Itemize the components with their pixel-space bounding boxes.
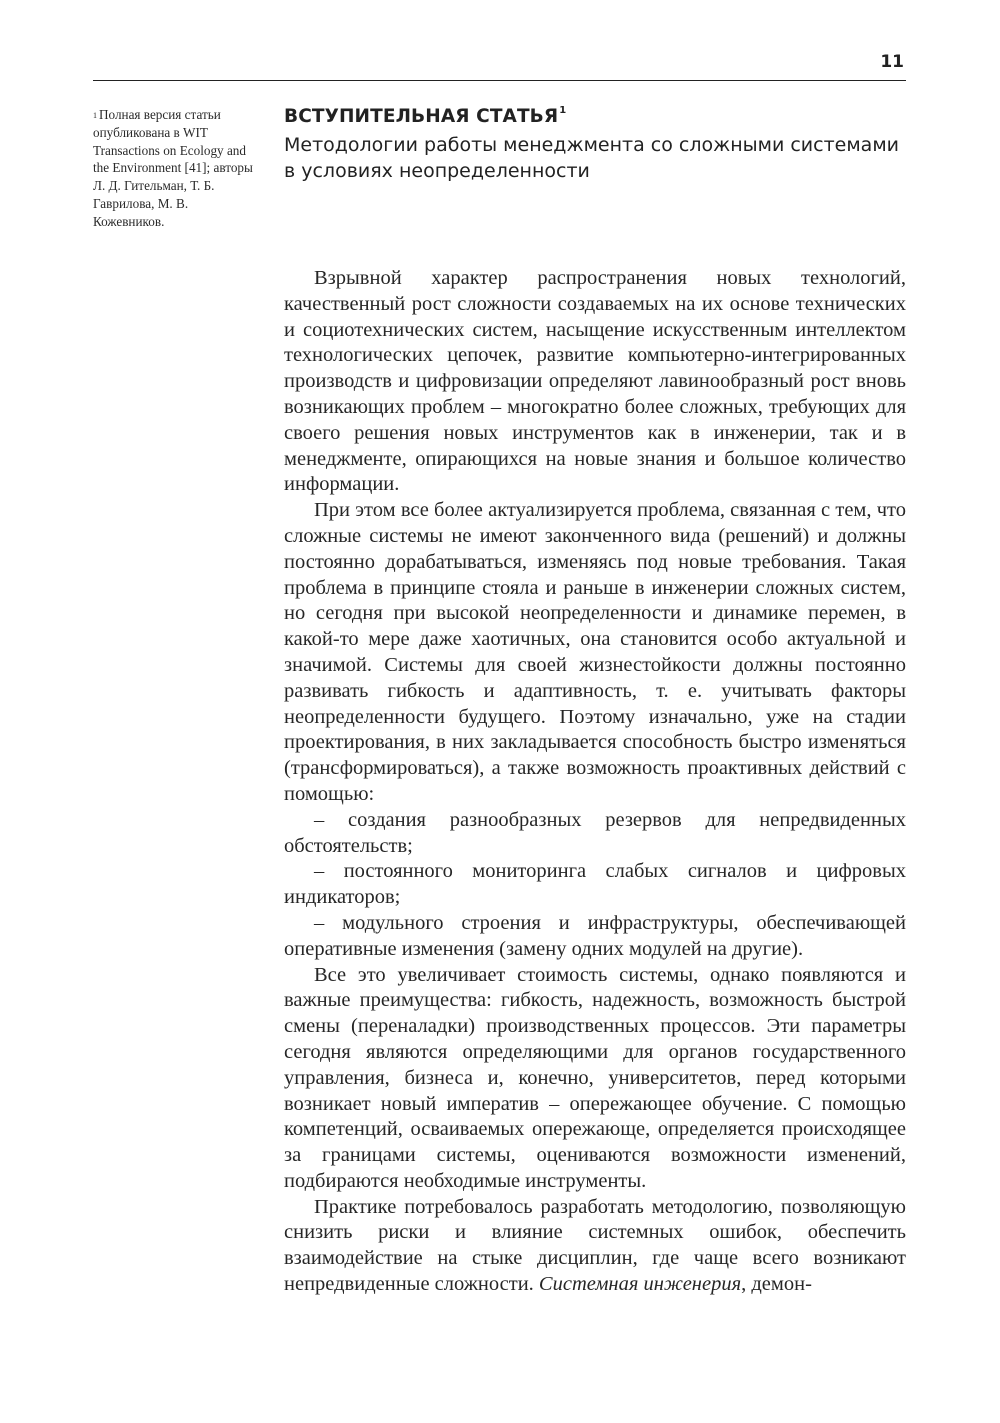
paragraph-4-term: Системная инженерия [538, 1273, 742, 1296]
article-title-line-1: Методологии работы менеджмента со сложными системами [284, 134, 900, 156]
article-title [284, 132, 924, 184]
paragraph-4-end: , демон- [741, 1273, 812, 1296]
article-title-line-2: в условиях неопределенности [284, 160, 590, 182]
paragraph-2: При этом все более актуализируется проблема, связанная с тем, что сложные системы не имеют законченного вида (решений) и должны постоянно дорабатываться, изменяясь под новые требования. Такая проблема в принципе стояла и раньше в инженерии сложных систем, но сегодня при высокой неопределенности и динамике перемен, в какой-то мере даже хаотичных, она становится особо актуальной и значимой. Системы для своей жизнестойкости должны постоянно развивать гибкость и адаптивность, т. е. учитывать факторы неопределенности будущего. Поэтому изначально, уже на стадии проектирования, в них закладывается способность быстро изменяться (трансформироваться), а также возможность проактивных действий с помощью: [284, 499, 906, 805]
kicker-footnote-marker: 1 [559, 105, 567, 116]
list-item-1: – создания разнообразных резервов для непредвиденных обстоятельств; [284, 808, 906, 857]
paragraph-4 [284, 1195, 906, 1298]
footnote-text: Полная версия статьи опубликована в WIT Transactions on Ecology and the Environment [41]; авторы Л. Д. Гительман, Т. Б. Гаврилова, М. В. Кожевников. [93, 107, 253, 229]
section-kicker-text: ВСТУПИТЕЛЬНАЯ СТАТЬЯ [284, 106, 559, 127]
article-heading [284, 106, 924, 184]
page-number: 11 [880, 52, 904, 72]
header-rule [93, 80, 906, 81]
list-item-2: – постоянного мониторинга слабых сигналов и цифровых индикаторов; [284, 860, 906, 909]
article-body [284, 266, 906, 1298]
list-item-3: – модульного строения и инфраструктуры, обеспечивающей оперативные изменения (замену одних модулей на другие). [284, 911, 906, 960]
footnote-marker: 1 [93, 111, 97, 120]
footnote-sidenote [93, 106, 258, 231]
paragraph-4-start: Практике потребовалось разработать методологию, позволяющую снизить риски и влияние системных ошибок, обеспечить взаимодействие на стыке дисциплин, где чаще всего возникают непредвиденные сложности. [284, 1195, 906, 1296]
paragraph-3: Все это увеличивает стоимость системы, однако появляются и важные преимущества: гибкость, надежность, возможность быстрой смены (переналадки) производственных процессов. Эти параметры сегодня являются определяющими для органов государственного управления, бизнеса и, конечно, университетов, перед которыми возникает новый императив – опережающее обучение. С помощью компетенций, осваиваемых опережающе, определяется происходящее за границами системы, оцениваются возможности изменений, подбираются необходимые инструменты. [284, 963, 906, 1192]
section-kicker [284, 106, 924, 127]
paragraph-1: Взрывной характер распространения новых технологий, качественный рост сложности создаваемых на их основе технических и социотехнических систем, насыщение искусственным интеллектом технологических цепочек, развитие компьютерно-интегрированных производств и цифровизации определяют лавинообразный рост вновь возникающих проблем – многократно более сложных, требующих для своего решения новых инструментов как в инженерии, так и в менеджменте, опирающихся на новые знания и большое количество информации. [284, 267, 906, 496]
